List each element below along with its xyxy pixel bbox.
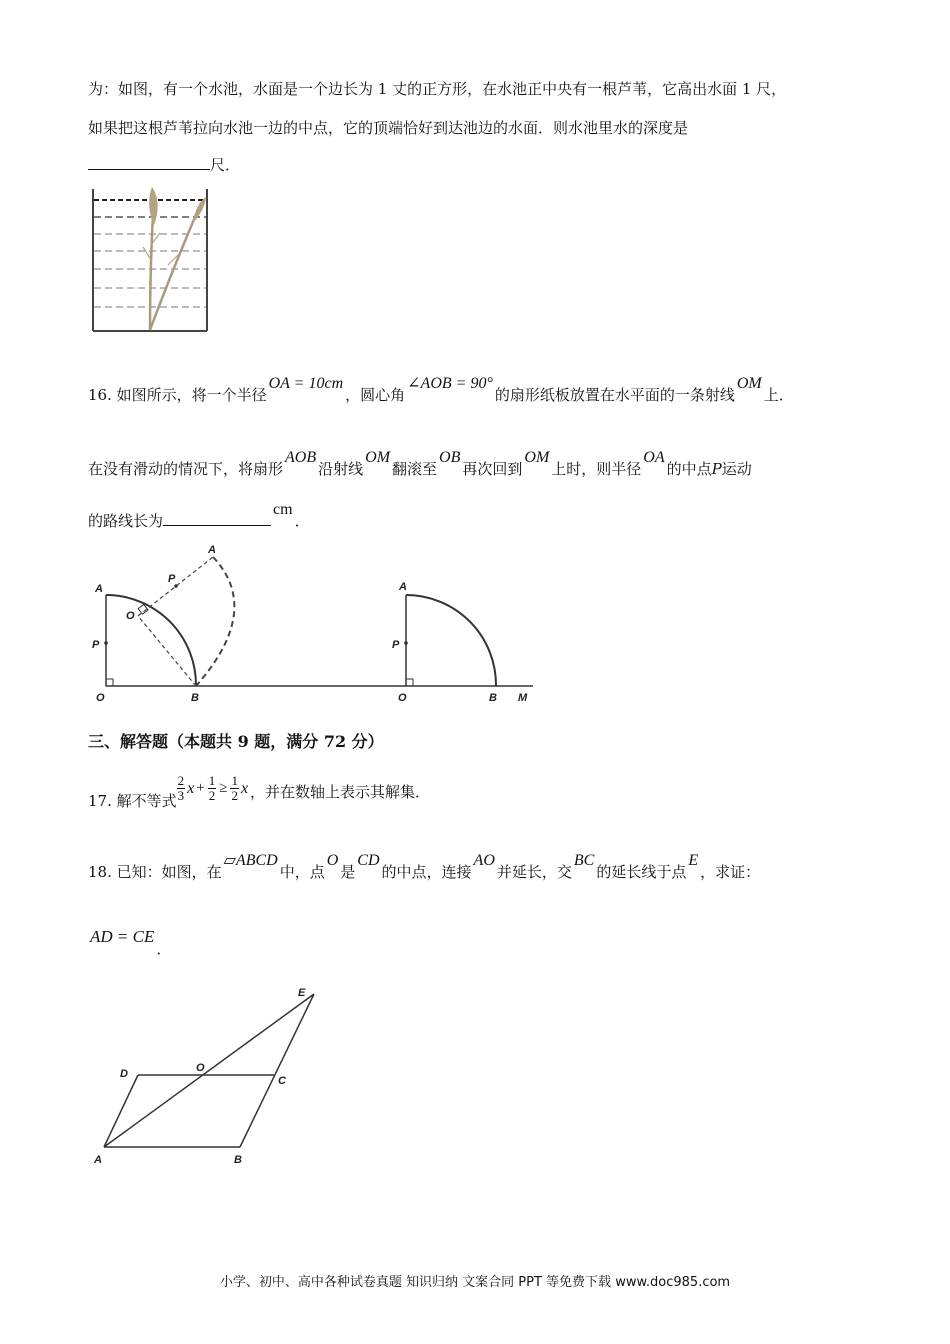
q17-line bbox=[88, 766, 430, 811]
label-P-rolled: P bbox=[168, 573, 176, 585]
q18-cd: CD bbox=[357, 852, 380, 869]
label-B: B bbox=[234, 1154, 242, 1166]
q16-radius: OA = 10cm bbox=[268, 375, 344, 392]
q18-text-c: 是 bbox=[340, 863, 356, 881]
pool-figure bbox=[88, 185, 213, 335]
q18-line2 bbox=[88, 927, 172, 959]
q18-point-e: E bbox=[688, 852, 699, 869]
q18-text-d: 的中点，连接 bbox=[381, 863, 472, 881]
label-O-1: O bbox=[96, 692, 105, 704]
q16-ob: OB bbox=[439, 449, 461, 466]
q16-text-e: 在没有滑动的情况下，将扇形 bbox=[88, 460, 284, 478]
frac-num: 1 bbox=[208, 773, 216, 788]
answer-blank bbox=[88, 155, 210, 170]
q16-line3 bbox=[88, 501, 310, 531]
label-B-2: B bbox=[489, 692, 497, 704]
label-A-2: A bbox=[399, 581, 407, 593]
q15-unit: 尺． bbox=[210, 156, 241, 174]
q17-plus: + bbox=[196, 780, 205, 796]
label-C: C bbox=[278, 1075, 286, 1087]
label-O-rolled: O bbox=[126, 610, 135, 622]
frac-den: 2 bbox=[231, 788, 238, 803]
q17-var-x: x bbox=[187, 779, 195, 797]
q16-text-a: 16. 如图所示，将一个半径 bbox=[88, 386, 267, 404]
label-O: O bbox=[196, 1062, 205, 1074]
frac-den: 3 bbox=[177, 788, 185, 803]
q18-text-e: 并延长，交 bbox=[496, 863, 572, 881]
section-heading: 三、解答题（本题共 9 题，满分 72 分） bbox=[88, 732, 384, 751]
q16-sector: AOB bbox=[285, 449, 317, 466]
label-E: E bbox=[298, 987, 306, 999]
q17-fraction-2 bbox=[208, 774, 217, 803]
q16-line2 bbox=[88, 449, 752, 479]
q16-point-p: P bbox=[711, 460, 722, 478]
label-A-rolled: A bbox=[208, 544, 216, 556]
label-M: M bbox=[518, 692, 528, 704]
q18-line1 bbox=[88, 852, 761, 882]
q16-period: ． bbox=[294, 512, 310, 530]
q16-ray-3: OM bbox=[524, 449, 550, 466]
q16-text-k: 运动 bbox=[721, 460, 752, 478]
q16-text-d: 上． bbox=[763, 386, 794, 404]
q15-line1: 为：如图，有一个水池，水面是一个边长为 1 丈的正方形，在水池正中央有一根芦苇，它高出水面 1 尺， bbox=[88, 80, 787, 98]
q18-equation: AD = CE bbox=[90, 927, 155, 946]
q16-ray: OM bbox=[736, 375, 762, 392]
parallelogram-figure bbox=[88, 980, 338, 1170]
label-B-1: B bbox=[191, 692, 199, 704]
q16-text-j: 的中点 bbox=[666, 460, 712, 478]
q17-tail: ，并在数轴上表示其解集． bbox=[250, 783, 431, 801]
label-A-1: A bbox=[95, 583, 103, 595]
q16-oa: OA bbox=[643, 449, 665, 466]
q16-unit: cm bbox=[273, 501, 293, 518]
q16-text-b: ，圆心角 bbox=[345, 386, 406, 404]
q16-text-h: 再次回到 bbox=[462, 460, 523, 478]
frac-num: 2 bbox=[177, 773, 185, 788]
frac-den: 2 bbox=[208, 788, 216, 803]
q17-var-x-2: x bbox=[240, 779, 249, 797]
q18-bc: BC bbox=[573, 852, 595, 869]
label-O-2: O bbox=[398, 692, 407, 704]
q18-text-f: 的延长线于点 bbox=[596, 863, 687, 881]
q16-text-i: 上时，则半径 bbox=[551, 460, 642, 478]
page-footer: 小学、初中、高中各种试卷真题 知识归纳 文案合同 PPT 等免费下载 www.doc985.com bbox=[219, 1275, 731, 1290]
q17-geq: ≥ bbox=[219, 780, 228, 796]
q17-fraction-1 bbox=[177, 774, 186, 803]
q16-text-c: 的扇形纸板放置在水平面的一条射线 bbox=[494, 386, 735, 404]
label-P-1: P bbox=[92, 639, 100, 651]
answer-blank bbox=[163, 511, 271, 526]
q17-fraction-3 bbox=[230, 774, 239, 803]
q18-parallelogram: ▱ABCD bbox=[223, 852, 278, 869]
q18-text-g: ，求证： bbox=[700, 863, 761, 881]
q16-text-l: 的路线长为 bbox=[88, 512, 164, 530]
q15-answer-line bbox=[88, 154, 240, 175]
q17-number: 17. 解不等式 bbox=[88, 792, 177, 810]
q16-line1 bbox=[88, 375, 794, 405]
label-A: A bbox=[94, 1154, 102, 1166]
q18-period: ． bbox=[156, 940, 172, 958]
q18-text-a: 18. 已知：如图，在 bbox=[88, 863, 222, 881]
label-D: D bbox=[120, 1068, 128, 1080]
q16-ray-2: OM bbox=[365, 449, 391, 466]
q16-angle: ∠AOB = 90° bbox=[407, 375, 493, 392]
q18-point-o: O bbox=[326, 852, 339, 869]
q18-ao: AO bbox=[473, 852, 495, 869]
q18-text-b: 中，点 bbox=[279, 863, 325, 881]
frac-num: 1 bbox=[231, 773, 238, 788]
q15-line2: 如果把这根芦苇拉向水池一边的中点，它的顶端恰好到达池边的水面．则水池里水的深度是 bbox=[88, 119, 689, 137]
q16-text-g: 翻滚至 bbox=[392, 460, 438, 478]
sector-figure bbox=[88, 540, 548, 705]
q16-text-f: 沿射线 bbox=[318, 460, 364, 478]
label-P-2: P bbox=[392, 639, 400, 651]
